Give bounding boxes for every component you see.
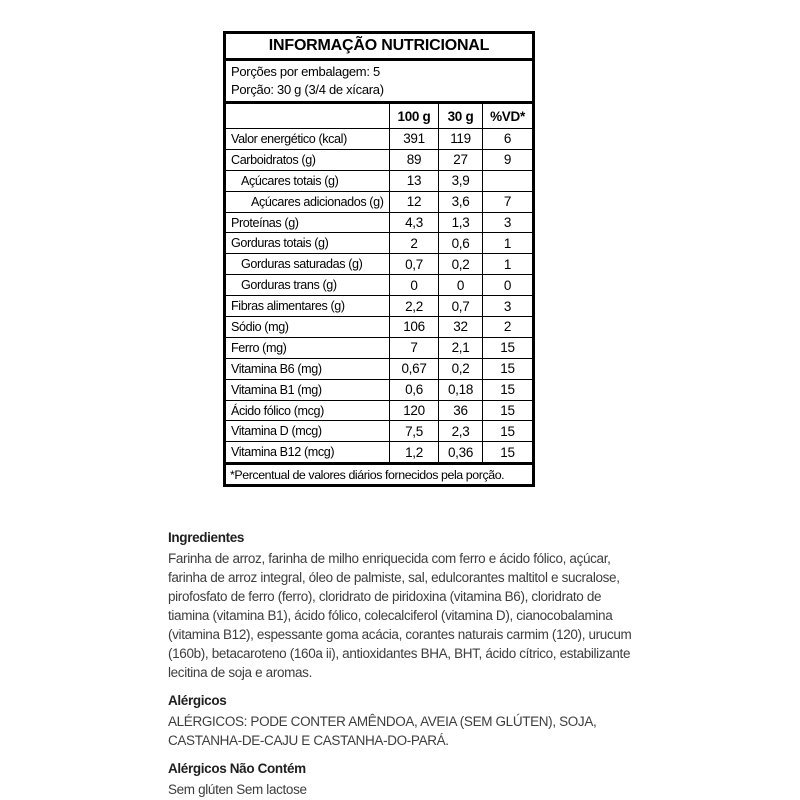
value-vd: 3 [482,296,532,316]
value-100g: 1,2 [389,442,438,462]
value-vd: 2 [482,317,532,337]
portion-info [226,61,532,101]
value-vd: 0 [482,275,532,295]
table-row [226,337,532,358]
nutrient-label: Vitamina D (mcg) [231,424,322,439]
text-line: farinha de arroz integral, óleo de palmiste, sal, edulcorantes maltitol e sucralose, [168,570,620,585]
product-description [168,529,688,799]
nutrient-label: Proteínas (g) [231,215,299,230]
nutrient-label: Gorduras totais (g) [231,236,329,251]
column-header-100g: 100 g [389,104,438,128]
value-vd: 9 [482,150,532,170]
value-30g: 0,7 [438,296,482,316]
nutrition-facts-panel [223,31,535,487]
value-vd [482,171,532,191]
nutrient-label: Gorduras saturadas (g) [241,257,363,272]
nutrient-rows [226,128,532,462]
table-row [226,379,532,400]
value-100g: 120 [389,401,438,421]
nutrient-label: Ferro (mg) [231,340,287,355]
value-30g: 32 [438,317,482,337]
nutrient-label: Valor energético (kcal) [231,131,347,146]
ingredients-heading: Ingredientes [168,530,245,545]
value-30g: 119 [438,129,482,149]
value-vd: 3 [482,213,532,233]
value-vd: 15 [482,401,532,421]
value-vd: 15 [482,338,532,358]
value-vd: 6 [482,129,532,149]
table-row [226,441,532,462]
table-row [226,128,532,149]
nutrient-label: Gorduras trans (g) [241,278,337,293]
nutrient-label: Sódio (mg) [231,319,289,334]
table-row [226,295,532,316]
value-30g: 2,1 [438,338,482,358]
value-30g: 0 [438,275,482,295]
value-30g: 0,36 [438,442,482,462]
value-30g: 1,3 [438,213,482,233]
column-header-row [226,104,532,128]
table-row [226,191,532,212]
text-line: Sem glúten Sem lactose [168,782,307,797]
nutrient-label: Fibras alimentares (g) [231,299,345,314]
empty-header-cell [226,104,389,128]
text-line: lecitina de soja e aromas. [168,665,312,680]
allergens-text [168,712,688,750]
nutrient-label: Vitamina B6 (mg) [231,361,322,376]
text-line: ALÉRGICOS: PODE CONTER AMÊNDOA, AVEIA (SEM GLÚTEN), SOJA, [168,714,597,729]
nutrition-title: INFORMAÇÃO NUTRICIONAL [268,37,490,54]
text-line: pirofosfato de ferro (ferro), cloridrato de piridoxina (vitamina B6), cloridrato de [168,589,602,604]
value-100g: 0,7 [389,254,438,274]
nutrient-label: Açúcares totais (g) [241,173,339,188]
table-row [226,232,532,253]
text-line: (vitamina B12), espessante goma acácia, corantes naturais carmim (120), urucum [168,627,632,642]
nutrient-label: Açúcares adicionados (g) [251,194,384,209]
value-100g: 12 [389,192,438,212]
table-row [226,358,532,379]
allergens-free-text [168,780,688,799]
value-30g: 27 [438,150,482,170]
value-30g: 0,6 [438,233,482,253]
table-row [226,274,532,295]
value-vd: 15 [482,442,532,462]
portion-size: Porção: 30 g (3/4 de xícara) [231,81,384,97]
ingredients-text [168,549,688,682]
value-100g: 7 [389,338,438,358]
value-100g: 2,2 [389,296,438,316]
value-30g: 3,6 [438,192,482,212]
value-vd: 15 [482,421,532,441]
value-30g: 0,18 [438,380,482,400]
value-100g: 391 [389,129,438,149]
value-30g: 0,2 [438,254,482,274]
daily-values-footnote: *Percentual de valores diários fornecidos pela porção. [226,462,532,484]
value-vd: 15 [482,380,532,400]
value-vd: 7 [482,192,532,212]
value-30g: 3,9 [438,171,482,191]
value-100g: 89 [389,150,438,170]
table-row [226,316,532,337]
value-vd: 15 [482,359,532,379]
value-100g: 4,3 [389,213,438,233]
nutrient-label: Ácido fólico (mcg) [231,403,324,418]
table-row [226,400,532,421]
nutrient-label: Carboidratos (g) [231,152,316,167]
value-100g: 0,6 [389,380,438,400]
table-row [226,170,532,191]
column-header-30g: 30 g [438,104,482,128]
value-30g: 2,3 [438,421,482,441]
servings-per-package: Porções por embalagem: 5 [231,64,380,79]
text-line: (160b), betacaroteno (160a ii), antioxidantes BHA, BHT, ácido cítrico, estabilizante [168,646,631,661]
column-header-vd: %VD* [482,104,532,128]
table-row [226,420,532,441]
allergens-free-heading: Alérgicos Não Contém [168,761,306,776]
value-vd: 1 [482,254,532,274]
nutrient-label: Vitamina B1 (mg) [231,382,322,397]
value-100g: 106 [389,317,438,337]
value-100g: 2 [389,233,438,253]
text-line: tiamina (vitamina B1), ácido fólico, colecalciferol (vitamina D), cianocobalamina [168,608,613,623]
table-row [226,253,532,274]
text-line: Farinha de arroz, farinha de milho enriquecida com ferro e ácido fólico, açúcar, [168,551,611,566]
table-row [226,149,532,170]
value-100g: 7,5 [389,421,438,441]
value-30g: 0,2 [438,359,482,379]
value-30g: 36 [438,401,482,421]
text-line: CASTANHA-DE-CAJU E CASTANHA-DO-PARÁ. [168,733,449,748]
table-row [226,212,532,233]
value-vd: 1 [482,233,532,253]
value-100g: 13 [389,171,438,191]
allergens-heading: Alérgicos [168,693,227,708]
value-100g: 0,67 [389,359,438,379]
nutrient-label: Vitamina B12 (mcg) [231,445,335,460]
value-100g: 0 [389,275,438,295]
